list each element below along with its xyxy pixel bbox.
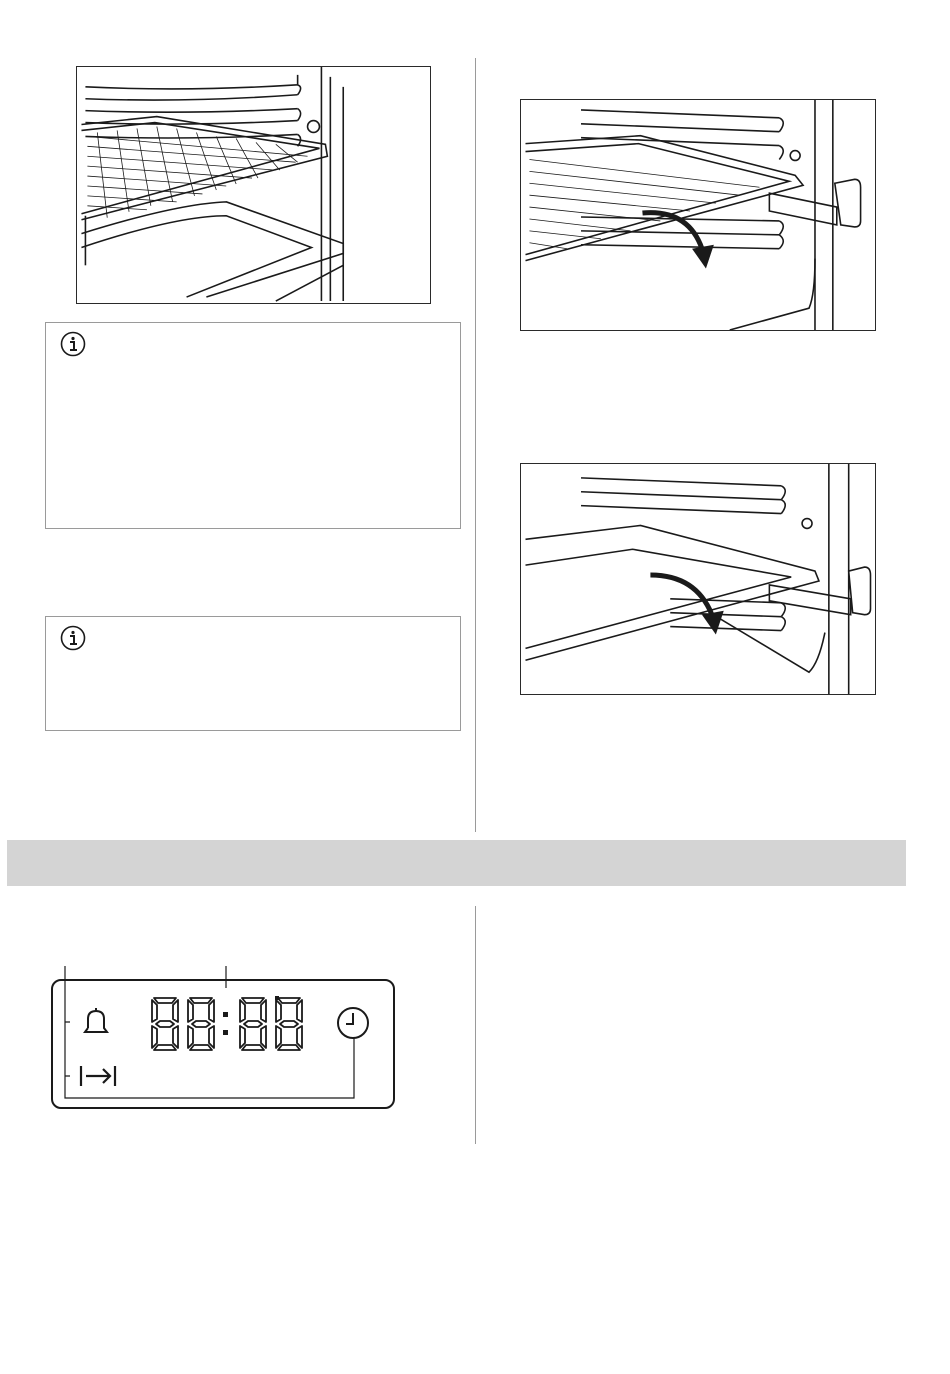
info-note-2 — [45, 616, 461, 731]
column-divider-top — [475, 58, 476, 832]
column-divider-bottom — [475, 906, 476, 1144]
info-icon — [60, 331, 86, 357]
figure-remove-tray — [520, 463, 876, 695]
figure-remove-wire-shelf — [520, 99, 876, 331]
wire-shelf-illustration — [77, 67, 430, 303]
segment-digits-88-88 — [144, 994, 314, 1054]
clock-display-diagram — [48, 964, 398, 1112]
end-time-icon — [78, 1064, 118, 1088]
figure-wire-shelf-on-tray — [76, 66, 431, 304]
clock-icon — [336, 1006, 370, 1040]
tray-removal-illustration — [521, 464, 875, 694]
info-note-1 — [45, 322, 461, 529]
bell-icon — [82, 1006, 110, 1036]
section-heading-banner — [7, 840, 906, 886]
wire-shelf-removal-illustration — [521, 100, 875, 330]
info-icon — [60, 625, 86, 651]
